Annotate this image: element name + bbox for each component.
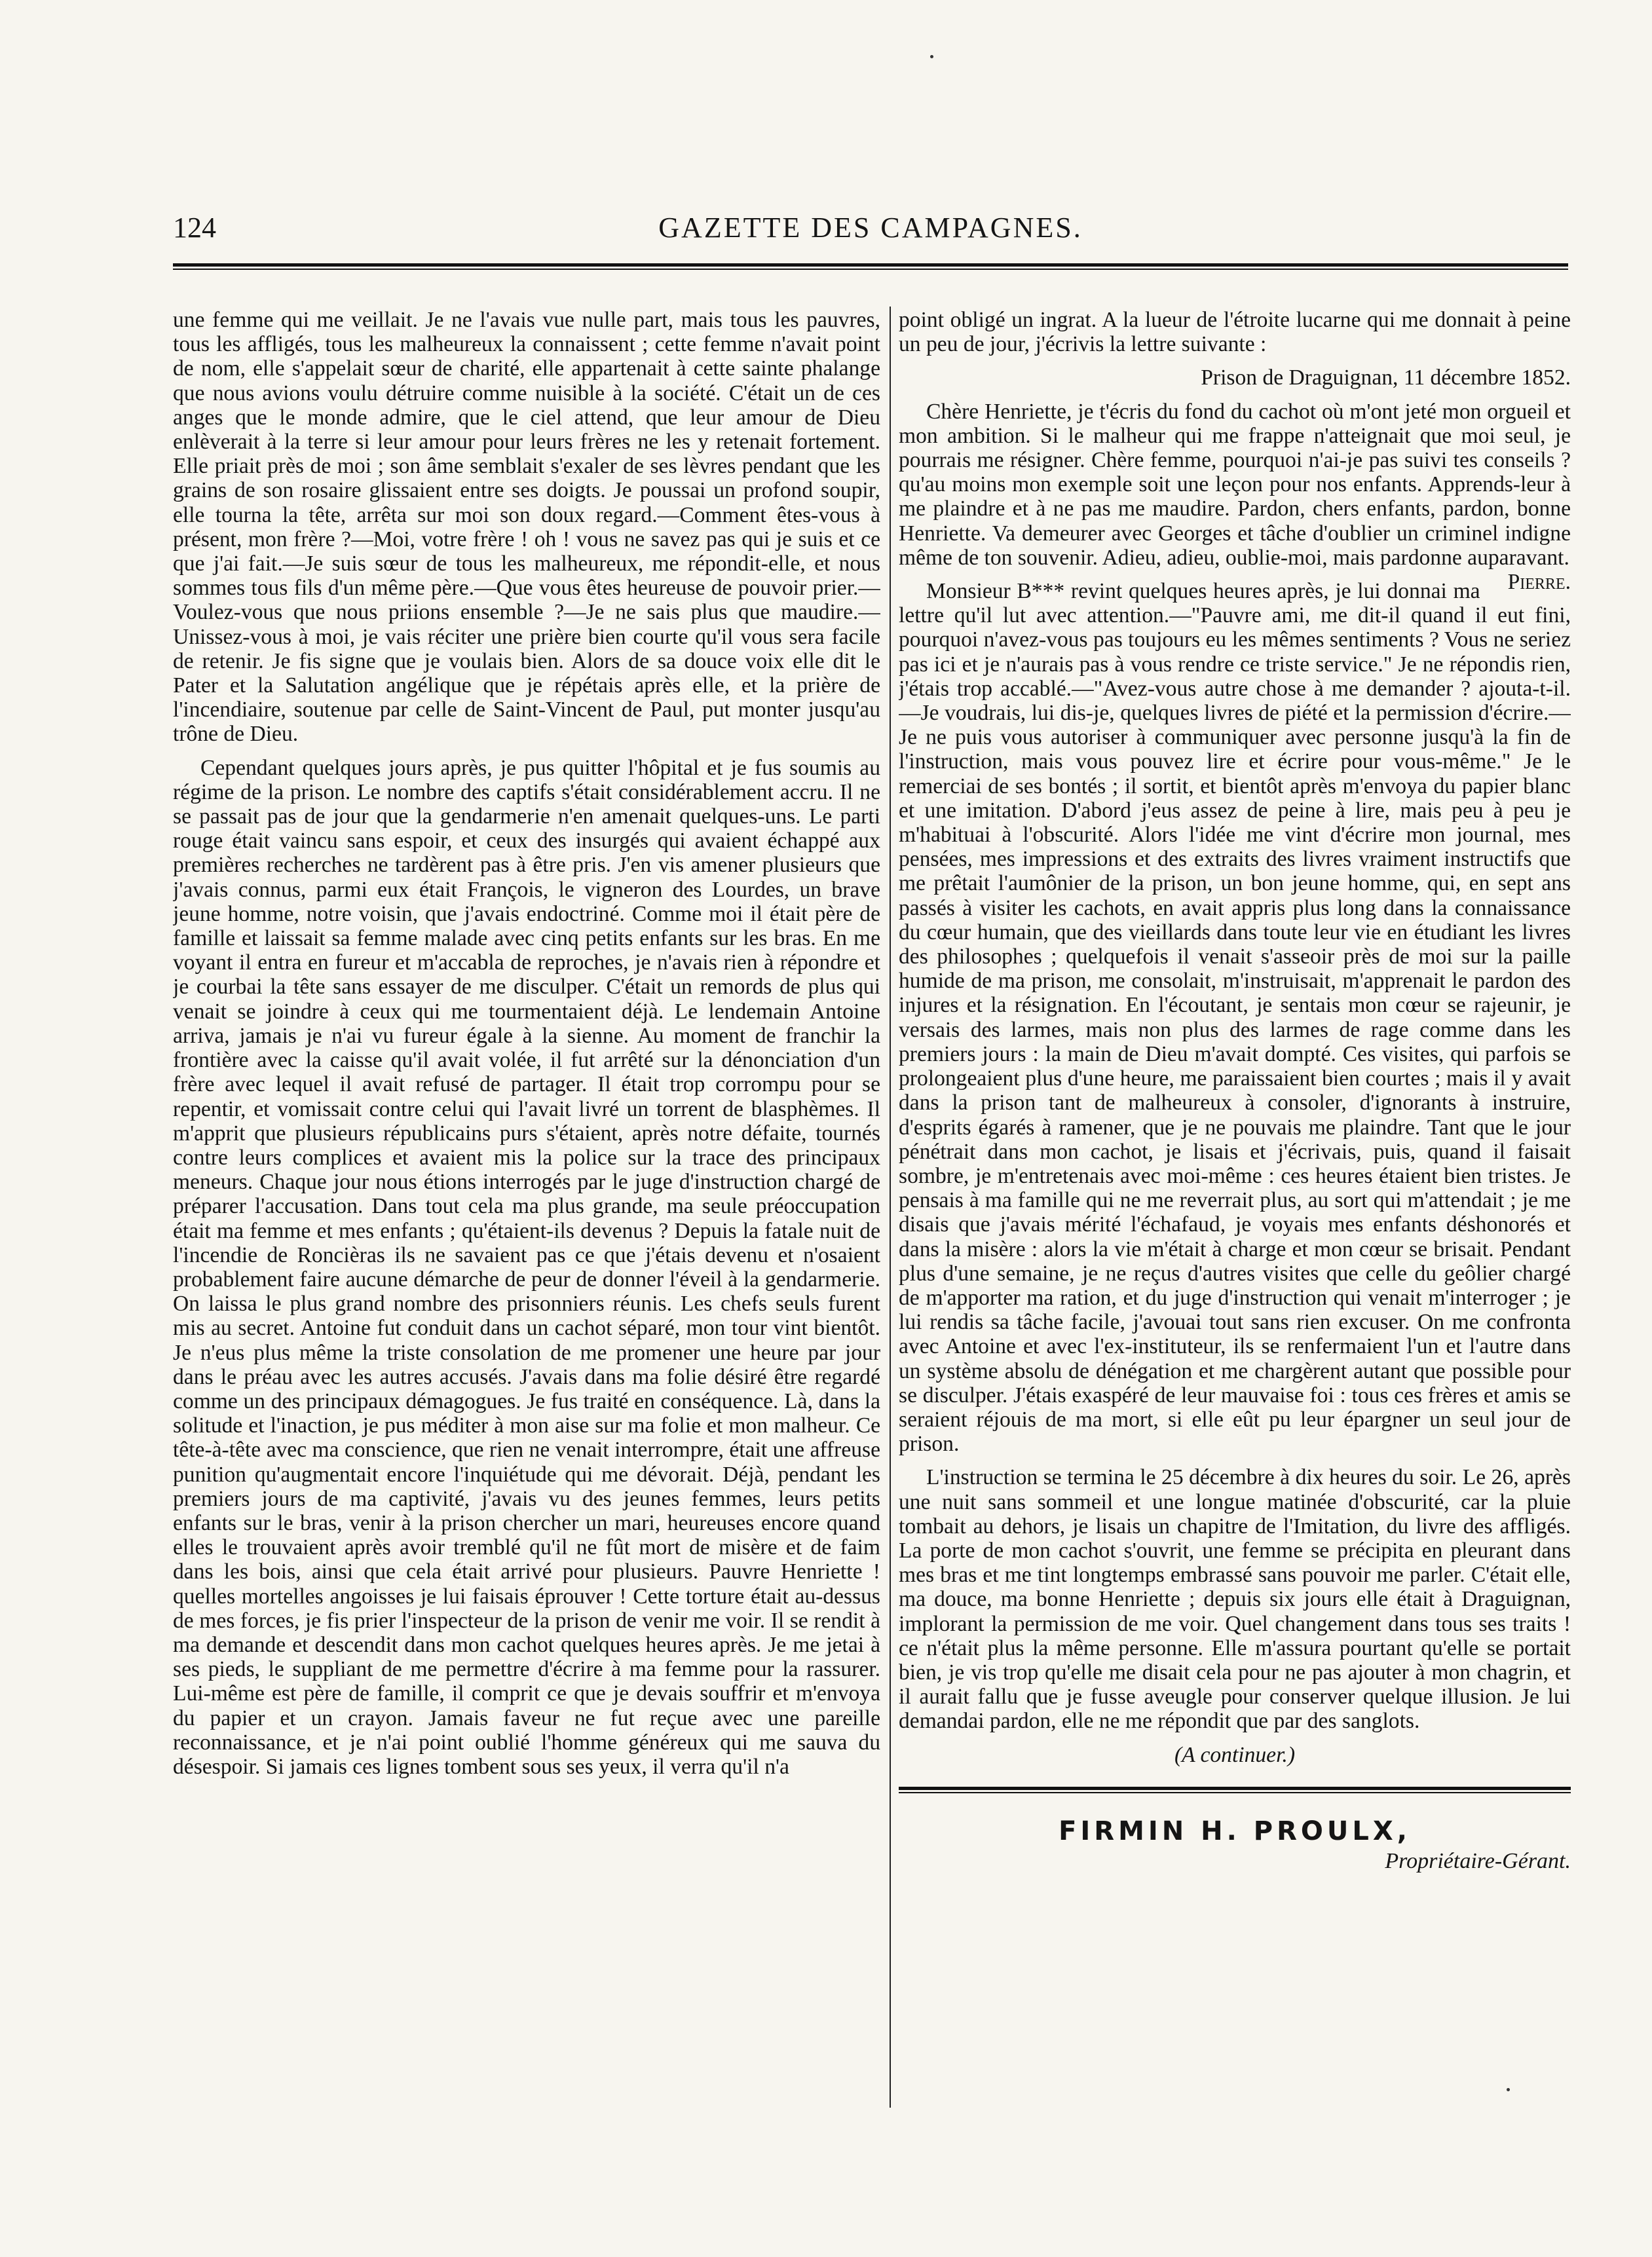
- publisher-role: Propriétaire-Gérant.: [1385, 1848, 1571, 1873]
- letter-text: Chère Henriette, je t'écris du fond du cachot où m'ont jeté mon orgueil et mon ambition. Si le malheur qui me frappe n'atteignait que moi seul, je pourrais me résigner. Chère femme, pourquoi n'ai-je pas suivi tes conseils ? qu'au moins mon exemple soit une leçon pour nos enfants. Apprends-leur à me plaindre et à ne pas me maudire. Pardon, chers enfants, pardon, bonne Henriette. Va demeurer avec Georges et tâche d'oublier un criminel indigne même de ton souvenir. Adieu, adieu, oublie-moi, mais pardonne auparavant.: [899, 399, 1571, 570]
- right-paragraph-1: Monsieur B*** revint quelques heures après, je lui donnai ma lettre qu'il lut avec attention.—"Pauvre ami, me dit-il quand il eut fini, pourquoi n'avez-vous pas toujours eu les mêmes sentiments ? Vous ne seriez pas ici et je n'aurais pas à vous rendre ce triste service." Je ne répondis rien, j'étais trop accablé.—"Avez-vous autre chose à me demander ? ajouta-t-il.—Je voudrais, lui dis-je, quelques livres de piété et la permission d'écrire.—Je ne puis vous autoriser à communiquer avec personne jusqu'à la fin de l'instruction, mais vous pouvez lire et écrire pour vous-même." Je le remerciai de ses bontés ; il sortit, et bientôt après m'envoya du papier blanc et une imitation. D'abord j'eus assez de peine à lire, mais peu à peu je m'habituai à l'obscurité. Alors l'idée me vint d'écrire mon journal, mes pensées, mes impressions et des extraits des livres vraiment instructifs que me prêtait l'aumônier de la prison, un bon jeune homme, qui, en sept ans passés à visiter les cachots, en avait appris plus long dans la connaissance du cœur humain, que des vieillards dans toute leur vie en étudiant les livres des philosophes ; quelquefois il venait s'asseoir près de moi sur la paille humide de ma prison, me consolait, m'instruisait, m'apprenait le pardon des injures et la résignation. En l'écoutant, je sentais mon cœur se rajeunir, je versais des larmes, mais non plus des larmes de rage comme dans les premiers jours : la main de Dieu m'avait dompté. Ces visites, qui parfois se prolongeaient plus d'une heure, me paraissaient bien courtes ; mais il y avait dans la prison tant de malheureux à consoler, d'ignorants à instruire, d'esprits égarés à ramener, que je ne pouvais me plaindre. Tant que le jour pénétrait dans mon cachot, je lisais et j'écrivais, puis, quand il faisait sombre, je m'entretenais avec moi-même : ces heures étaient bien tristes. Je pensais à ma famille qui ne me reverrait plus, au sort qui m'attendait ; je me disais que j'avais mérité l'échafaud, je voyais mes enfants déshonorés et dans la misère : alors la vie m'était à charge et mon cœur se brisait. Pendant plus d'une semaine, je ne reçus d'autres visites que celle du geôlier chargé de m'apporter ma ration, et du juge d'instruction qui venait m'interroger ; je lui rendis sa tâche facile, j'avouai tout sans rien excuser. On me confronta avec Antoine et avec l'ex-instituteur, ils se renfermaient l'un et l'autre dans un système absolu de dénégation et me chargèrent autant que possible pour se disculper. J'étais exaspéré de leur mauvaise foi : tous ces frères et amis se seraient réjouis de ma mort, si elle eût pu leur épargner un seul jour de prison.: [899, 579, 1571, 1457]
- left-column: [173, 308, 880, 2174]
- publication-title: GAZETTE DES CAMPAGNES.: [658, 212, 1083, 244]
- to-be-continued: (A continuer.): [1174, 1742, 1296, 1767]
- header-double-rule: [173, 263, 1568, 270]
- letter-signature: Pierre.: [1507, 570, 1571, 595]
- print-speck: [1507, 2088, 1510, 2091]
- page-number: 124: [173, 212, 216, 244]
- letter-body: [899, 399, 1571, 595]
- right-column: [899, 308, 1571, 2174]
- column-divider: [890, 307, 891, 2108]
- left-paragraph-2: Cependant quelques jours après, je pus quitter l'hôpital et je fus soumis au régime de la prison. Le nombre des captifs s'était considérablement accru. Il ne se passait pas de jour que la gendarmerie n'en amenait quelques-uns. Le parti rouge était vaincu sans espoir, et ceux des insurgés qui avaient échappé aux premières recherches ne tardèrent pas à être pris. J'en vis amener plusieurs que j'avais connus, parmi eux était François, le vigneron des Lourdes, un brave jeune homme, notre voisin, que j'avais endoctriné. Comme moi il était père de famille et laissait sa femme malade avec cinq petits enfants sur les bras. En me voyant il entra en fureur et m'accabla de reproches, je n'avais rien à répondre et je courbai la tête sans essayer de me disculper. C'était un remords de plus qui venait se joindre à ceux qui me tourmentaient déjà. Le lendemain Antoine arriva, jamais je n'ai vu fureur égale à la sienne. Au moment de franchir la frontière avec la caisse qu'il avait volée, il fut arrêté sur la dénonciation d'un frère avec lequel il avait refusé de partager. Il était trop corrompu pour se repentir, et vomissait contre celui qui l'avait livré un torrent de blasphèmes. Il m'apprit que plusieurs républicains purs s'étaient, après notre défaite, tournés contre leurs complices et avaient mis la police sur la trace des principaux meneurs. Chaque jour nous étions interrogés par le juge d'instruction chargé de préparer l'accusation. Dans tout cela ma plus grande, ma seule préoccupation était ma femme et mes enfants ; qu'étaient-ils devenus ? Depuis la fatale nuit de l'incendie de Roncièras ils ne savaient pas ce que j'étais devenu et n'osaient probablement faire aucune démarche de peur de donner l'éveil à la gendarmerie. On laissa le plus grand nombre des prisonniers réunis. Les chefs seuls furent mis au secret. Antoine fut conduit dans un cachot séparé, mon tour vint bientôt. Je n'eus plus même la triste consolation de me promener une heure par jour dans le préau avec les autres accusés. J'avais dans ma folie désiré être regardé comme un des principaux démagogues. Je fus traité en conséquence. Là, dans la solitude et l'inaction, je pus méditer à mon aise sur ma folie et mon malheur. Ce tête-à-tête avec ma conscience, que rien ne venait interrompre, était une affreuse punition qu'augmentait encore l'inquiétude qui me dévorait. Déjà, pendant les premiers jours de ma captivité, j'avais vu des jeunes femmes, leurs petits enfants sur le bras, venir à la prison chercher un mari, heureuses encore quand elles le trouvaient après avoir tremblé qu'il ne fût mort de misère et de faim dans les bois, ainsi que cela était arrivé pour plusieurs. Pauvre Henriette ! quelles mortelles angoisses je lui faisais éprouver ! Cette torture était au-dessus de mes forces, je fis prier l'inspecteur de la prison de venir me voir. Il se rendit à ma demande et descendit dans mon cachot quelques heures après. Je me jetai à ses pieds, le suppliant de me permettre d'écrire à ma femme pour la rassurer. Lui-même est père de famille, il comprit ce que je devais souffrir et m'envoya du papier et un crayon. Jamais faveur ne fut reçue avec une pareille reconnaissance, et je n'ai point oublié l'homme généreux qui me sauva du désespoir. Si jamais ces lignes tombent sous ses yeux, il verra qu'il n'a: [173, 755, 880, 1779]
- page-header: [173, 211, 1568, 257]
- print-speck: [930, 55, 933, 58]
- letter-place-date: Prison de Draguignan, 11 décembre 1852.: [1201, 365, 1571, 390]
- right-intro: point obligé un ingrat. A la lueur de l'étroite lucarne qui me donnait à peine un peu de jour, j'écrivis la lettre suivante :: [899, 308, 1571, 357]
- publisher-name: FIRMIN H. PROULX,: [1059, 1816, 1411, 1846]
- left-paragraph-1: une femme qui me veillait. Je ne l'avais vue nulle part, mais tous les pauvres, tous les affligés, tous les malheureux la connaissent ; cette femme n'avait point de nom, elle s'appelait sœur de charité, elle appartenait à cette sainte phalange que nous avions voulu détruire comme nuisible à la société. C'était un de ces anges que le monde admire, que le ciel attend, que leur amour de Dieu enlèverait à la terre si leur amour pour leurs frères ne les y retenait fortement. Elle priait près de moi ; son âme semblait s'exaler de ses lèvres pendant que les grains de son rosaire glissaient entre ses doigts. Je poussai un profond soupir, elle tourna la tête, arrêta sur moi son doux regard.—Comment êtes-vous à présent, mon frère ?—Moi, votre frère ! oh ! vous ne savez pas qui je suis et ce que j'ai fait.—Je suis sœur de tous les malheureux, me répondit-elle, et nous sommes tous fils d'un même père.—Que vous êtes heureuse de pouvoir prier.—Voulez-vous que nous priions ensemble ?—Je ne sais plus que maudire.—Unissez-vous à moi, je vais réciter une prière bien courte qu'il vous sera facile de retenir. Je fis signe que je voulais bien. Alors de sa douce voix elle dit le Pater et la Salutation angélique que je répétais après elle, et la prière de l'incendiaire, soutenue par celle de Saint-Vincent de Paul, put monter jusqu'au trône de Dieu.: [173, 308, 880, 747]
- footer-double-rule: [899, 1787, 1571, 1793]
- right-paragraph-2: L'instruction se termina le 25 décembre à dix heures du soir. Le 26, après une nuit sans sommeil et une longue matinée d'obscurité, car la pluie tombait au dehors, je lisais un chapitre de l'Imitation, du livre des affligés. La porte de mon cachot s'ouvrit, une femme se précipita en pleurant dans mes bras et me tint longtemps embrassé sans pouvoir me parler. C'était elle, ma douce, ma bonne Henriette ; depuis six jours elle était à Draguignan, implorant la permission de me voir. Quel changement dans tous ses traits ! ce n'était plus la même personne. Elle m'assura pourtant qu'elle se portait bien, je vis trop qu'elle me disait cela pour ne pas ajouter à mon chagrin, et il aurait fallu que je fusse aveugle pour conserver quelque illusion. Je lui demandai pardon, elle ne me répondit que par des sanglots.: [899, 1465, 1571, 1734]
